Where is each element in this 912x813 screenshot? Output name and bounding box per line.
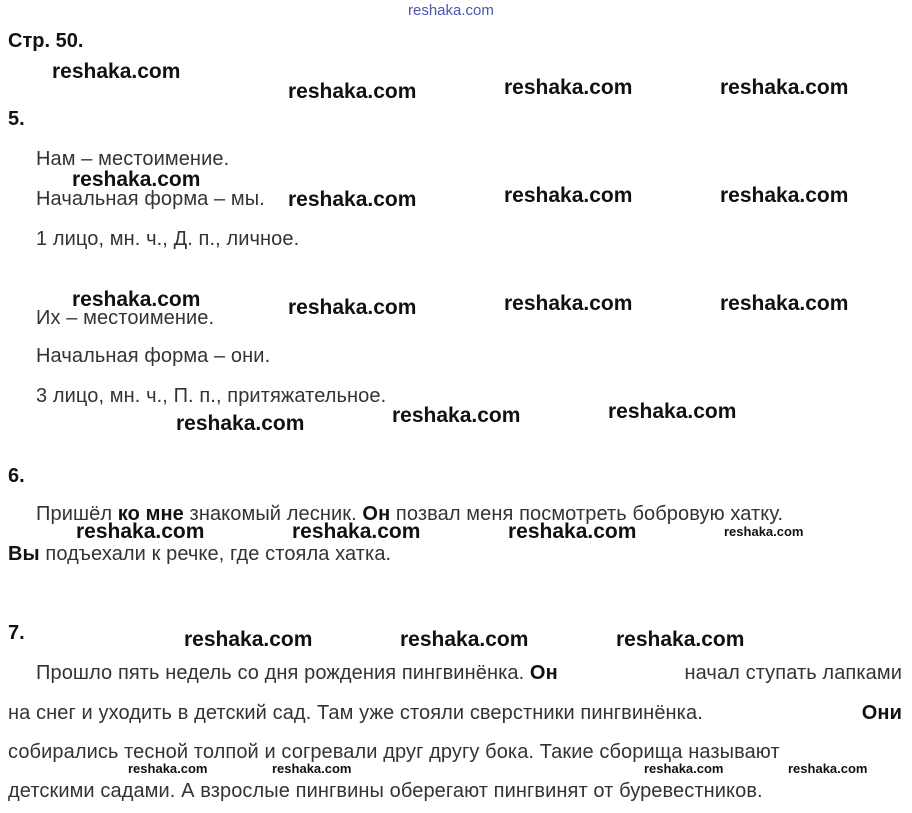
watermark: reshaka.com xyxy=(504,292,633,315)
watermark: reshaka.com xyxy=(720,184,849,207)
watermark: reshaka.com xyxy=(504,184,633,207)
watermark: reshaka.com xyxy=(720,292,849,315)
watermark: reshaka.com xyxy=(608,400,737,423)
task-6-bold-pronoun: Он xyxy=(362,503,391,525)
task-7-text: на снег и уходить в детский сад. Там уже стояли сверстники пингвинёнка. xyxy=(8,702,703,724)
task-7-bold-pronoun: Они xyxy=(861,702,902,724)
watermark: reshaka.com xyxy=(128,761,208,776)
watermark: reshaka.com xyxy=(504,76,633,99)
watermark: reshaka.com xyxy=(72,288,201,311)
watermark: reshaka.com xyxy=(644,761,724,776)
watermark: reshaka.com xyxy=(76,520,205,543)
watermark: reshaka.com xyxy=(788,761,868,776)
task-7-line-1 xyxy=(36,662,902,685)
watermark: reshaka.com xyxy=(400,628,529,651)
task-6-text: Пришёл xyxy=(36,503,118,525)
watermark: reshaka.com xyxy=(176,412,305,435)
watermark: reshaka.com xyxy=(724,524,804,539)
watermark: reshaka.com xyxy=(392,404,521,427)
watermark: reshaka.com xyxy=(616,628,745,651)
watermark: reshaka.com xyxy=(52,60,181,83)
task-5-line-3: 1 лицо, мн. ч., Д. п., личное. xyxy=(36,228,300,250)
task-6-bold-pronoun: Вы xyxy=(8,543,40,565)
task-7-text: начал ступать лапками xyxy=(684,662,902,684)
watermark: reshaka.com xyxy=(288,80,417,103)
task-6-text: знакомый лесник. xyxy=(183,503,363,525)
watermark: reshaka.com xyxy=(288,296,417,319)
task-7-text: Прошло пять недель со дня рождения пингвинёнка. Он xyxy=(36,662,558,684)
watermark: reshaka.com xyxy=(292,520,421,543)
task-7-line-2 xyxy=(8,702,902,725)
task-6-number: 6. xyxy=(8,465,25,487)
task-7-line-3: собирались тесной толпой и согревали друг другу бока. Такие сборища называют xyxy=(8,741,780,763)
task-6-line-2 xyxy=(8,543,391,566)
task-5-line-2: Начальная форма – мы. xyxy=(36,188,265,210)
task-5-line-5: Начальная форма – они. xyxy=(36,345,271,367)
site-header-watermark: reshaka.com xyxy=(408,2,494,19)
watermark: reshaka.com xyxy=(184,628,313,651)
watermark: reshaka.com xyxy=(272,761,352,776)
task-6-text: позвал меня посмотреть бобровую хатку. xyxy=(390,503,784,525)
watermark: reshaka.com xyxy=(72,168,201,191)
page-label: Стр. 50. xyxy=(8,30,84,52)
watermark: reshaka.com xyxy=(508,520,637,543)
task-5-number: 5. xyxy=(8,108,25,130)
task-5-line-6: 3 лицо, мн. ч., П. п., притяжательное. xyxy=(36,385,387,407)
task-7-number: 7. xyxy=(8,622,25,644)
task-5-line-1: Нам – местоимение. xyxy=(36,148,230,170)
watermark: reshaka.com xyxy=(288,188,417,211)
task-5-line-4: Их – местоимение. xyxy=(36,307,215,329)
task-6-bold-pronoun: ко мне xyxy=(117,503,184,525)
task-7-line-4: детскими садами. А взрослые пингвины оберегают пингвинят от буревестников. xyxy=(8,780,763,802)
watermark: reshaka.com xyxy=(720,76,849,99)
task-6-text: подъехали к речке, где стояла хатка. xyxy=(39,543,392,565)
